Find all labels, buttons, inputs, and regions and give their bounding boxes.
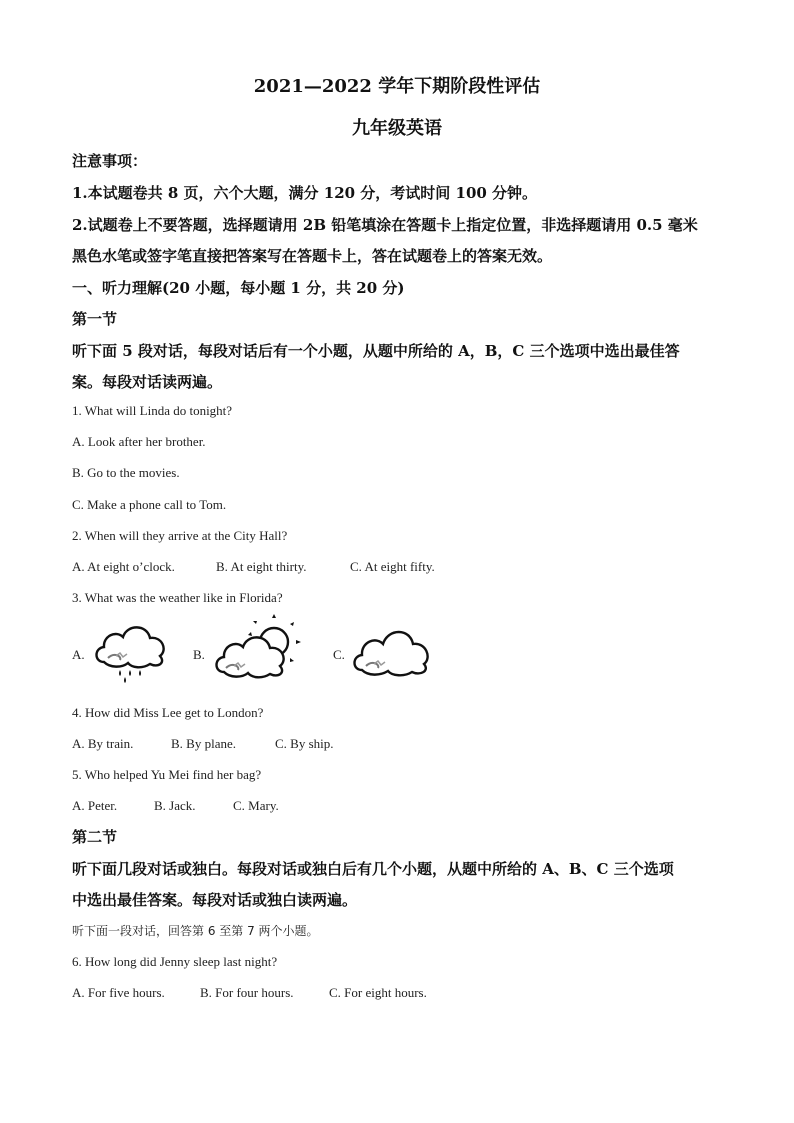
question-5-option-b: B. Jack.: [154, 798, 196, 813]
notice-item-1: 1.本试题卷共 8 页，六个大题，满分 120 分，考试时间 100 分钟。: [72, 184, 538, 202]
question-3-option-a-label: A.: [72, 647, 85, 662]
question-6-option-c: C. For eight hours.: [329, 985, 427, 1000]
question-5-option-a: A. Peter.: [72, 798, 118, 813]
notice-heading: 注意事项：: [72, 152, 148, 170]
exam-title: 2021—2022 学年下期阶段性评估: [253, 76, 541, 97]
rain-cloud-icon: [92, 616, 172, 684]
question-4: 4. How did Miss Lee get to London?: [72, 705, 264, 720]
question-3-option-c-label: C.: [333, 647, 345, 662]
question-6: 6. How long did Jenny sleep last night?: [72, 954, 278, 969]
question-2-option-a: A. At eight o’clock.: [72, 559, 175, 574]
part-2-heading: 第二节: [72, 828, 118, 846]
question-4-option-c: C. By ship.: [275, 736, 334, 751]
question-2: 2. When will they arrive at the City Hall?: [72, 528, 288, 543]
question-1-option-a: A. Look after her brother.: [72, 434, 206, 449]
question-1-option-b: B. Go to the movies.: [72, 465, 180, 480]
sun-cloud-icon: [212, 614, 308, 686]
question-1-option-c: C. Make a phone call to Tom.: [72, 497, 227, 512]
question-6-option-b: B. For four hours.: [200, 985, 294, 1000]
part-2-sub-instruction: 听下面一段对话，回答第 6 至第 7 两个小题。: [72, 924, 319, 938]
exam-subject: 九年级英语: [352, 118, 442, 139]
question-6-option-a: A. For five hours.: [72, 985, 165, 1000]
question-3: 3. What was the weather like in Florida?: [72, 590, 283, 605]
question-5-option-c: C. Mary.: [233, 798, 279, 813]
question-1: 1. What will Linda do tonight?: [72, 403, 233, 418]
question-4-option-a: A. By train.: [72, 736, 134, 751]
question-5: 5. Who helped Yu Mei find her bag?: [72, 767, 262, 782]
notice-item-2-line-1: 2.试题卷上不要答题，选择题请用 2B 铅笔填涂在答题卡上指定位置，非选择题请用 0.5 毫米: [72, 216, 698, 234]
question-3-option-b-label: B.: [193, 647, 205, 662]
part-1-heading: 第一节: [72, 310, 118, 328]
cloud-icon: [350, 620, 438, 684]
part-2-instruction-line-1: 听下面几段对话或独白。每段对话或独白后有几个小题，从题中所给的 A、B、C 三个选项: [72, 860, 674, 878]
question-2-option-c: C. At eight fifty.: [350, 559, 435, 574]
part-1-instruction-line-1: 听下面 5 段对话，每段对话后有一个小题，从题中所给的 A，B，C 三个选项中选出最佳答: [72, 342, 680, 360]
question-2-option-b: B. At eight thirty.: [216, 559, 307, 574]
section-1-heading: 一、听力理解(20 小题，每小题 1 分，共 20 分): [72, 279, 405, 297]
part-2-instruction-line-2: 中选出最佳答案。每段对话或独白读两遍。: [72, 891, 358, 909]
part-1-instruction-line-2: 案。每段对话读两遍。: [72, 373, 223, 391]
notice-item-2-line-2: 黑色水笔或签字笔直接把答案写在答题卡上，答在试题卷上的答案无效。: [72, 247, 553, 265]
question-4-option-b: B. By plane.: [171, 736, 236, 751]
